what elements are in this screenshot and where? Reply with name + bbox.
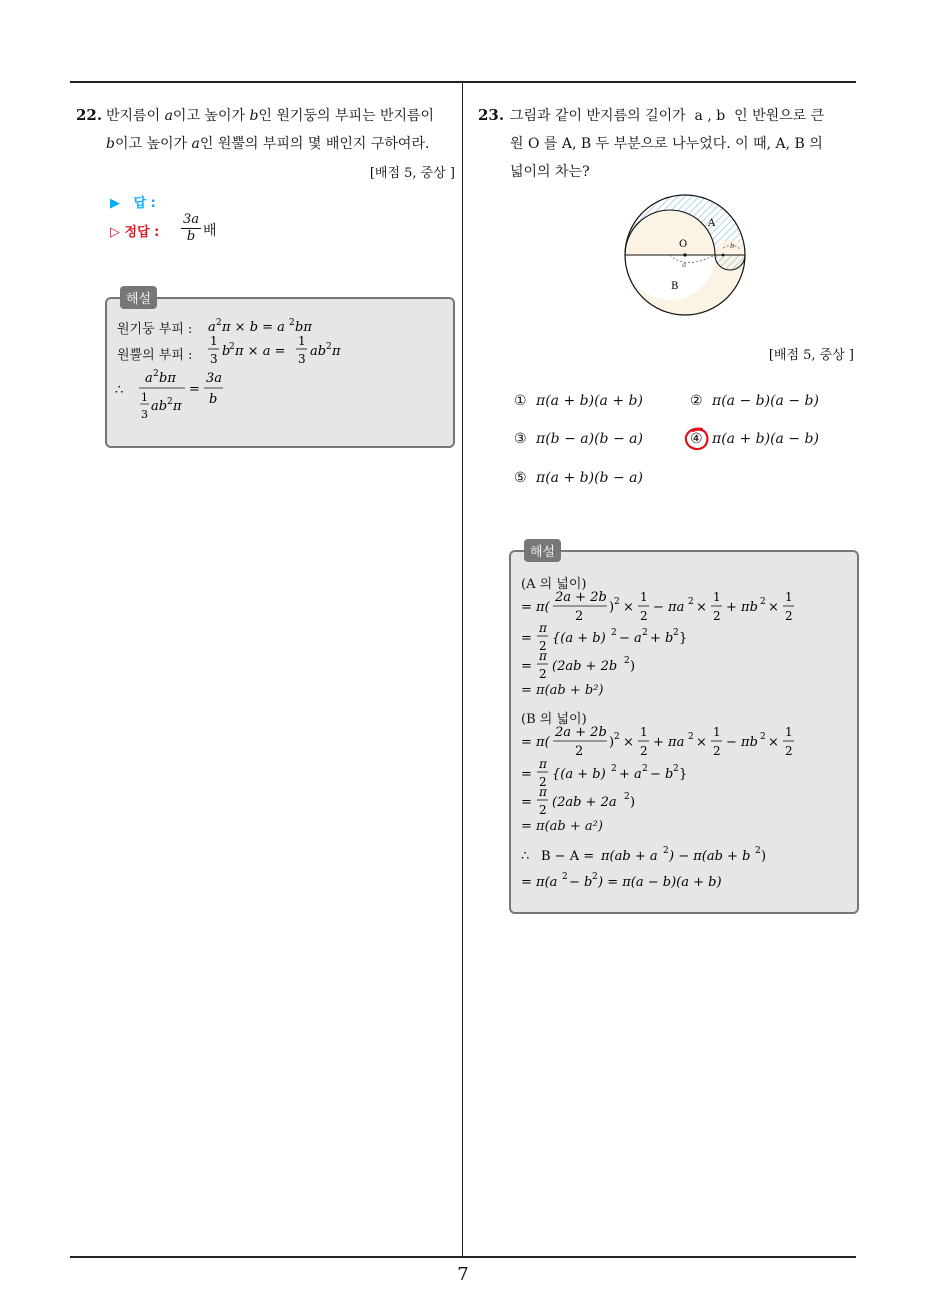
svg-text:3: 3 [141,408,148,421]
svg-text:2: 2 [611,628,617,638]
svg-text:1: 1 [141,391,148,404]
svg-text:×: × [623,735,634,750]
q22-var-a: a [164,108,173,124]
label-a-region: A [708,218,716,229]
svg-text:2: 2 [216,318,222,328]
center-o-dot [683,253,686,256]
q23-solution-tab: 해설 [524,539,561,562]
q22-solution-tab: 해설 [120,286,157,309]
svg-text:2a + 2b: 2a + 2b [555,590,607,605]
svg-text:1: 1 [785,725,793,739]
svg-text:2: 2 [539,667,547,681]
svg-text:2: 2 [640,744,648,758]
svg-text:{(a + b): {(a + b) [552,767,606,782]
svg-text:×: × [696,600,707,615]
svg-text:2: 2 [755,846,761,856]
svg-text:π: π [539,758,547,771]
svg-text:bπ: bπ [295,320,312,335]
svg-text:2: 2 [642,764,648,774]
svg-text:π: π [332,344,341,359]
svg-text:2: 2 [614,597,620,607]
svg-text:3a: 3a [206,371,223,386]
svg-text:×: × [768,735,779,750]
svg-text:2: 2 [713,744,721,758]
svg-text:2: 2 [688,597,694,607]
q22-meta: [배점 5, 중상 ] [369,166,455,181]
svg-text:(2ab + 2b: (2ab + 2b [552,659,618,674]
svg-text:2: 2 [624,792,630,802]
q22-sol-line2-label: 원뿔의 부피 : [117,348,193,363]
svg-text:) − π(ab + b: ) − π(ab + b [669,849,751,864]
svg-text:+ a: + a [619,767,642,782]
svg-text:+ πb: + πb [726,600,758,615]
svg-text:π: π [539,786,547,799]
q23-meta: [배점 5, 중상 ] [768,348,854,363]
svg-text:1: 1 [785,590,793,604]
svg-text:∴: ∴ [521,849,530,864]
svg-text:2: 2 [614,732,620,742]
q23-text-line3: 넓이의 차는? [510,164,590,180]
q22-correct-fraction [181,212,201,245]
svg-text:= π(: = π( [521,735,550,750]
svg-text:B − A =: B − A = [541,849,595,864]
svg-text:π: π [539,650,547,663]
q23-sol-a-line1 [519,588,839,624]
q22-t1a: 반지름이 [106,108,161,124]
page-number: 7 [457,1264,469,1285]
svg-text:1: 1 [210,334,218,348]
svg-text:π: π [173,399,182,414]
column-divider [462,82,463,1258]
svg-text:): ) [609,735,615,750]
svg-text:2: 2 [167,397,173,407]
svg-text:b: b [209,392,218,407]
svg-text:2: 2 [785,744,793,758]
svg-text:2: 2 [539,803,547,817]
svg-text:): ) [761,849,767,864]
svg-text:×: × [768,600,779,615]
svg-text:): ) [630,659,636,674]
svg-text:1: 1 [713,725,721,739]
q22-var-b2: b [106,136,115,152]
svg-text:2: 2 [611,764,617,774]
svg-text:2: 2 [663,846,669,856]
svg-text:2: 2 [289,318,295,328]
svg-text:2: 2 [539,639,547,653]
svg-text:π(ab + a: π(ab + a [601,849,658,864]
svg-text:+ πa: + πa [653,735,685,750]
choice-4-selected-circle [682,424,712,454]
q23-figure [615,188,755,318]
choice-2-expr: π(a − b)(a − b) [712,393,819,409]
q23-sol-a-line4: = π(ab + b²) [521,683,604,698]
svg-text:π × a =: π × a = [235,344,286,359]
svg-text:− πb: − πb [726,735,758,750]
q22-correct-suffix: 배 [203,223,217,239]
svg-text:2: 2 [760,597,766,607]
q22-number: 22. [76,106,103,124]
q22-var-b: b [249,108,259,124]
svg-text:×: × [696,735,707,750]
choice-5[interactable] [514,470,643,486]
choice-2-mark: ② [690,393,703,409]
q23-sol-b-label: (B 의 넓이) [521,712,587,727]
svg-text:2: 2 [713,609,721,623]
bottom-rule [70,1256,856,1258]
svg-text:(2ab + 2a: (2ab + 2a [552,795,617,810]
q22-sol-line1 [117,318,192,337]
svg-text:=: = [521,795,532,810]
q22-answer-label: ▶ 답 : [110,196,156,211]
svg-text:=: = [521,659,532,674]
svg-text:=: = [189,382,200,397]
choice-5-expr: π(a + b)(b − a) [536,470,643,486]
svg-text:ab: ab [310,344,327,359]
svg-text:): ) [609,600,615,615]
svg-text:= π(: = π( [521,600,550,615]
q22-var-a2: a [191,136,200,152]
svg-text:− a: − a [619,631,642,646]
svg-text:2: 2 [785,609,793,623]
svg-text:3: 3 [210,352,218,366]
q22-t2b: 인 원뿔의 부피의 몇 배인지 구하여라. [199,136,430,152]
svg-text:= π(a: = π(a [521,875,558,890]
svg-text:}: } [679,631,688,646]
q22-sol-line2 [117,344,192,363]
svg-text:2: 2 [673,628,679,638]
radius-a-brace [670,255,715,263]
svg-text:3: 3 [298,352,306,366]
q23-number: 23. [478,106,505,124]
label-a-radius: a [682,261,687,269]
svg-text:2: 2 [592,872,598,882]
svg-text:2: 2 [760,732,766,742]
svg-text:2: 2 [688,732,694,742]
svg-text:a: a [208,320,216,335]
q22-t1b: 이고 높이가 [172,108,245,124]
q22-correct-den: b [186,229,196,244]
svg-text:1: 1 [713,590,721,604]
svg-text:2a + 2b: 2a + 2b [555,725,607,740]
svg-text:+ b: + b [650,631,674,646]
q22-sol-line3-math [115,368,245,428]
choice-3-mark: ③ [514,431,527,447]
choice-1[interactable] [514,393,643,409]
q23-sol-b-line4: = π(ab + a²) [521,819,603,834]
svg-text:bπ: bπ [159,371,176,386]
svg-text:=: = [521,631,532,646]
svg-text:2: 2 [562,872,568,882]
top-rule [70,81,856,83]
svg-text:− b: − b [650,767,674,782]
svg-text:) = π(a − b)(a + b): ) = π(a − b)(a + b) [598,875,722,890]
svg-text:2: 2 [539,775,547,789]
q22-sol-line1-label: 원기둥 부피 : [117,322,193,337]
q23-sol-b-line3 [519,786,839,818]
q23-text-line1: 그림과 같이 반지름의 길이가 a , b 인 반원으로 큰 [510,108,825,124]
choice-3[interactable] [514,431,643,447]
svg-text:1: 1 [640,725,648,739]
choice-3-expr: π(b − a)(b − a) [536,431,643,447]
svg-text:π × b = a: π × b = a [222,320,285,335]
svg-text:}: } [679,767,688,782]
q22-text-line2 [106,130,456,158]
svg-text:2: 2 [153,369,159,379]
q23-sol-conclusion [519,840,849,896]
choice-2[interactable] [690,393,819,409]
q23-text-line2: 원 O 를 A, B 두 부분으로 나누었다. 이 때, A, B 의 [510,136,823,152]
svg-text:π: π [539,622,547,635]
svg-text:1: 1 [298,334,306,348]
choice-4-expr: π(a + b)(a − b) [712,431,819,447]
svg-text:=: = [521,767,532,782]
svg-text:): ) [630,795,636,810]
q22-correct-label: ▷ 정답 : [110,225,160,240]
label-b-region: B [671,281,679,292]
svg-text:2: 2 [575,609,584,624]
q22-t1c: 인 원기둥의 부피는 반지름이 [258,108,435,124]
label-b-radius: b [730,242,735,250]
choice-4-mark: ④ [690,431,703,447]
q22-text-line1 [106,102,456,130]
choice-1-expr: π(a + b)(a + b) [536,393,643,409]
svg-text:×: × [623,600,634,615]
q22-t2a: 이고 높이가 [114,136,188,152]
q23-sol-b-line1 [519,723,839,759]
svg-text:− b: − b [569,875,593,890]
center-b-dot [722,254,725,257]
svg-text:2: 2 [575,744,584,759]
svg-text:2: 2 [642,628,648,638]
choice-1-mark: ① [514,393,527,409]
q23-sol-a-line3 [519,650,839,682]
svg-text:b: b [222,344,231,359]
svg-text:1: 1 [640,590,648,604]
choice-5-mark: ⑤ [514,470,527,486]
svg-text:2: 2 [624,656,630,666]
svg-text:∴: ∴ [115,383,124,398]
svg-text:2: 2 [229,342,235,352]
svg-text:{(a + b): {(a + b) [552,631,606,646]
svg-text:− πa: − πa [653,600,685,615]
svg-text:ab: ab [151,399,168,414]
label-o: O [679,239,688,250]
q22-correct-num: 3a [182,212,200,227]
svg-text:2: 2 [326,342,332,352]
svg-text:2: 2 [640,609,648,623]
svg-text:a: a [145,371,153,386]
svg-text:2: 2 [673,764,679,774]
q23-sol-a-label: (A 의 넓이) [521,577,587,592]
q22-sol-line2-math [208,332,368,372]
